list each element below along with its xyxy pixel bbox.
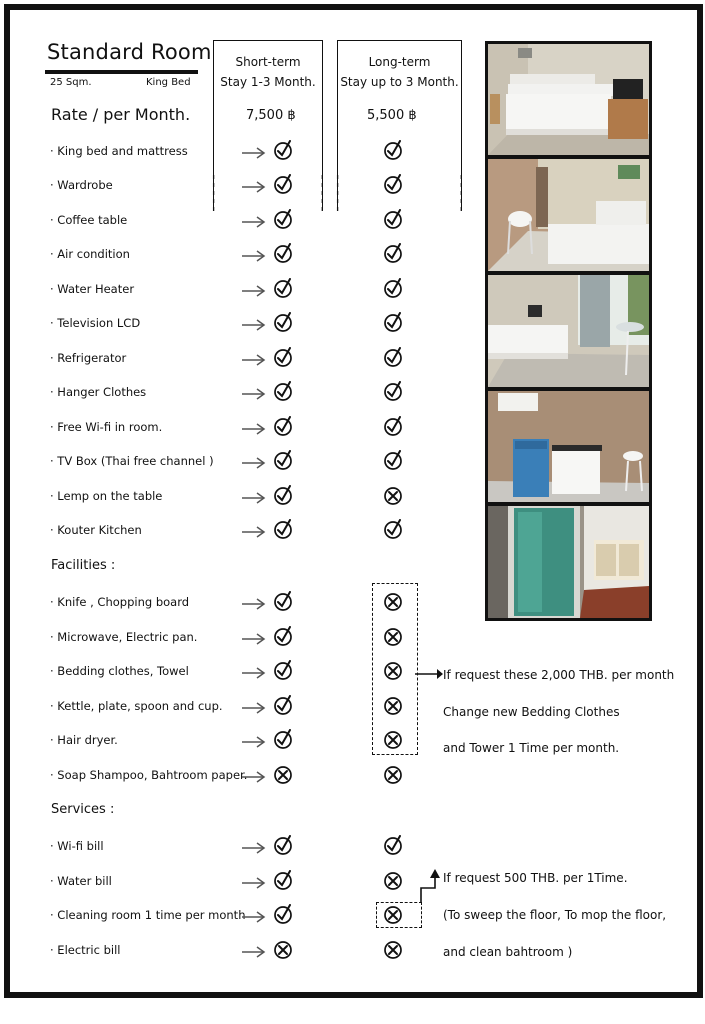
facility-row-label: · Hair dryer. — [50, 733, 118, 747]
amenity-row-label: · Wardrobe — [50, 178, 113, 192]
facility-row-label: · Microwave, Electric pan. — [50, 630, 198, 644]
short-term-price: 7,500 ฿ — [246, 108, 296, 123]
arrow-icon — [241, 945, 267, 959]
service-row-label: · Cleaning room 1 time per month — [50, 908, 246, 922]
service-row-label: · Wi-fi bill — [50, 839, 104, 853]
arrow-icon — [241, 525, 267, 539]
short-term-check-icon — [273, 626, 293, 646]
arrow-icon — [241, 491, 267, 505]
facilities-note-line3: and Tower 1 Time per month. — [443, 741, 620, 755]
long-term-check-icon — [383, 312, 403, 332]
arrow-icon — [241, 910, 267, 924]
long-term-check-icon — [383, 209, 403, 229]
amenity-row-label: · Kouter Kitchen — [50, 523, 142, 537]
facility-row-label: · Soap Shampoo, Bahtroom paper. — [50, 768, 248, 782]
fridge-kitchen-photo — [488, 391, 649, 502]
services-heading: Services : — [51, 802, 115, 817]
room-size: 25 Sqm. — [50, 77, 92, 88]
page-title: Standard Room — [47, 40, 212, 64]
long-term-cross-icon — [383, 939, 403, 959]
long-term-check-icon — [383, 835, 403, 855]
amenity-row-label: · Coffee table — [50, 213, 128, 227]
amenity-row-label: · Refrigerator — [50, 351, 127, 365]
arrow-icon — [241, 701, 267, 715]
services-note-line1: If request 500 THB. per 1Time. — [443, 871, 628, 885]
long-term-check-icon — [383, 174, 403, 194]
title-underline — [45, 70, 198, 74]
facilities-arrow-icon — [413, 666, 443, 682]
facility-row-label: · Bedding clothes, Towel — [50, 664, 189, 678]
short-term-title: Short-term — [235, 55, 301, 69]
facilities-note-line1: If request these 2,000 THB. per month — [443, 668, 675, 682]
long-term-price: 5,500 ฿ — [367, 108, 417, 123]
facilities-dashed-box — [372, 583, 418, 755]
long-term-check-icon — [383, 278, 403, 298]
short-term-check-icon — [273, 209, 293, 229]
arrow-icon — [241, 318, 267, 332]
cleaning-arrow-icon — [418, 866, 444, 906]
short-term-check-icon — [273, 519, 293, 539]
amenity-row-label: · Hanger Clothes — [50, 385, 147, 399]
long-term-cross-icon — [383, 485, 403, 505]
arrow-icon — [241, 597, 267, 611]
short-term-check-icon — [273, 904, 293, 924]
short-term-check-icon — [273, 660, 293, 680]
arrow-icon — [241, 146, 267, 160]
long-term-cross-icon — [383, 764, 403, 784]
short-term-check-icon — [273, 416, 293, 436]
arrow-icon — [241, 215, 267, 229]
short-term-check-icon — [273, 312, 293, 332]
short-term-check-icon — [273, 870, 293, 890]
bathroom-door-photo — [488, 506, 649, 618]
rate-label: Rate / per Month. — [51, 105, 191, 124]
arrow-icon — [241, 770, 267, 784]
amenity-row-label: · Lemp on the table — [50, 489, 163, 503]
arrow-icon — [241, 876, 267, 890]
bed-type: King Bed — [146, 77, 191, 88]
short-term-check-icon — [273, 347, 293, 367]
amenity-row-label: · Water Heater — [50, 282, 135, 296]
amenity-row-label: · King bed and mattress — [50, 144, 188, 158]
photo-strip — [485, 41, 652, 621]
short-term-check-icon — [273, 243, 293, 263]
arrow-icon — [241, 387, 267, 401]
facility-row-label: · Knife , Chopping board — [50, 595, 190, 609]
short-term-check-icon — [273, 485, 293, 505]
arrow-icon — [241, 353, 267, 367]
room-window-photo — [488, 275, 649, 387]
cleaning-dashed-box — [376, 902, 422, 928]
long-term-check-icon — [383, 347, 403, 367]
room-chair-photo — [488, 159, 649, 271]
arrow-icon — [241, 841, 267, 855]
arrow-icon — [241, 456, 267, 470]
facilities-heading: Facilities : — [51, 558, 116, 573]
long-term-check-icon — [383, 450, 403, 470]
amenity-row-label: · Air condition — [50, 247, 130, 261]
long-term-check-icon — [383, 519, 403, 539]
short-term-check-icon — [273, 835, 293, 855]
short-term-check-icon — [273, 729, 293, 749]
long-term-stay: Stay up to 3 Month. — [340, 75, 459, 89]
short-term-check-icon — [273, 591, 293, 611]
long-term-check-icon — [383, 243, 403, 263]
arrow-icon — [241, 249, 267, 263]
short-term-check-icon — [273, 140, 293, 160]
arrow-icon — [241, 180, 267, 194]
short-term-check-icon — [273, 450, 293, 470]
service-row-label: · Electric bill — [50, 943, 121, 957]
amenity-row-label: · TV Box (Thai free channel ) — [50, 454, 214, 468]
short-term-check-icon — [273, 695, 293, 715]
long-term-check-icon — [383, 416, 403, 436]
long-term-title: Long-term — [368, 55, 431, 69]
long-term-check-icon — [383, 381, 403, 401]
facility-row-label: · Kettle, plate, spoon and cup. — [50, 699, 223, 713]
long-term-cross-icon — [383, 870, 403, 890]
service-row-label: · Water bill — [50, 874, 112, 888]
short-term-cross-icon — [273, 764, 293, 784]
short-term-stay: Stay 1-3 Month. — [220, 75, 316, 89]
arrow-icon — [241, 735, 267, 749]
amenity-row-label: · Free Wi-fi in room. — [50, 420, 163, 434]
arrow-icon — [241, 632, 267, 646]
amenity-row-label: · Television LCD — [50, 316, 141, 330]
facilities-note-line2: Change new Bedding Clothes — [443, 705, 620, 719]
short-term-cross-icon — [273, 939, 293, 959]
arrow-icon — [241, 422, 267, 436]
long-term-check-icon — [383, 140, 403, 160]
arrow-icon — [241, 284, 267, 298]
arrow-icon — [241, 666, 267, 680]
services-note-line2: (To sweep the floor, To mop the floor, — [443, 908, 667, 922]
bedroom-photo — [488, 44, 649, 155]
services-note-line3: and clean bahtroom ) — [443, 945, 573, 959]
short-term-check-icon — [273, 278, 293, 298]
short-term-check-icon — [273, 174, 293, 194]
short-term-check-icon — [273, 381, 293, 401]
